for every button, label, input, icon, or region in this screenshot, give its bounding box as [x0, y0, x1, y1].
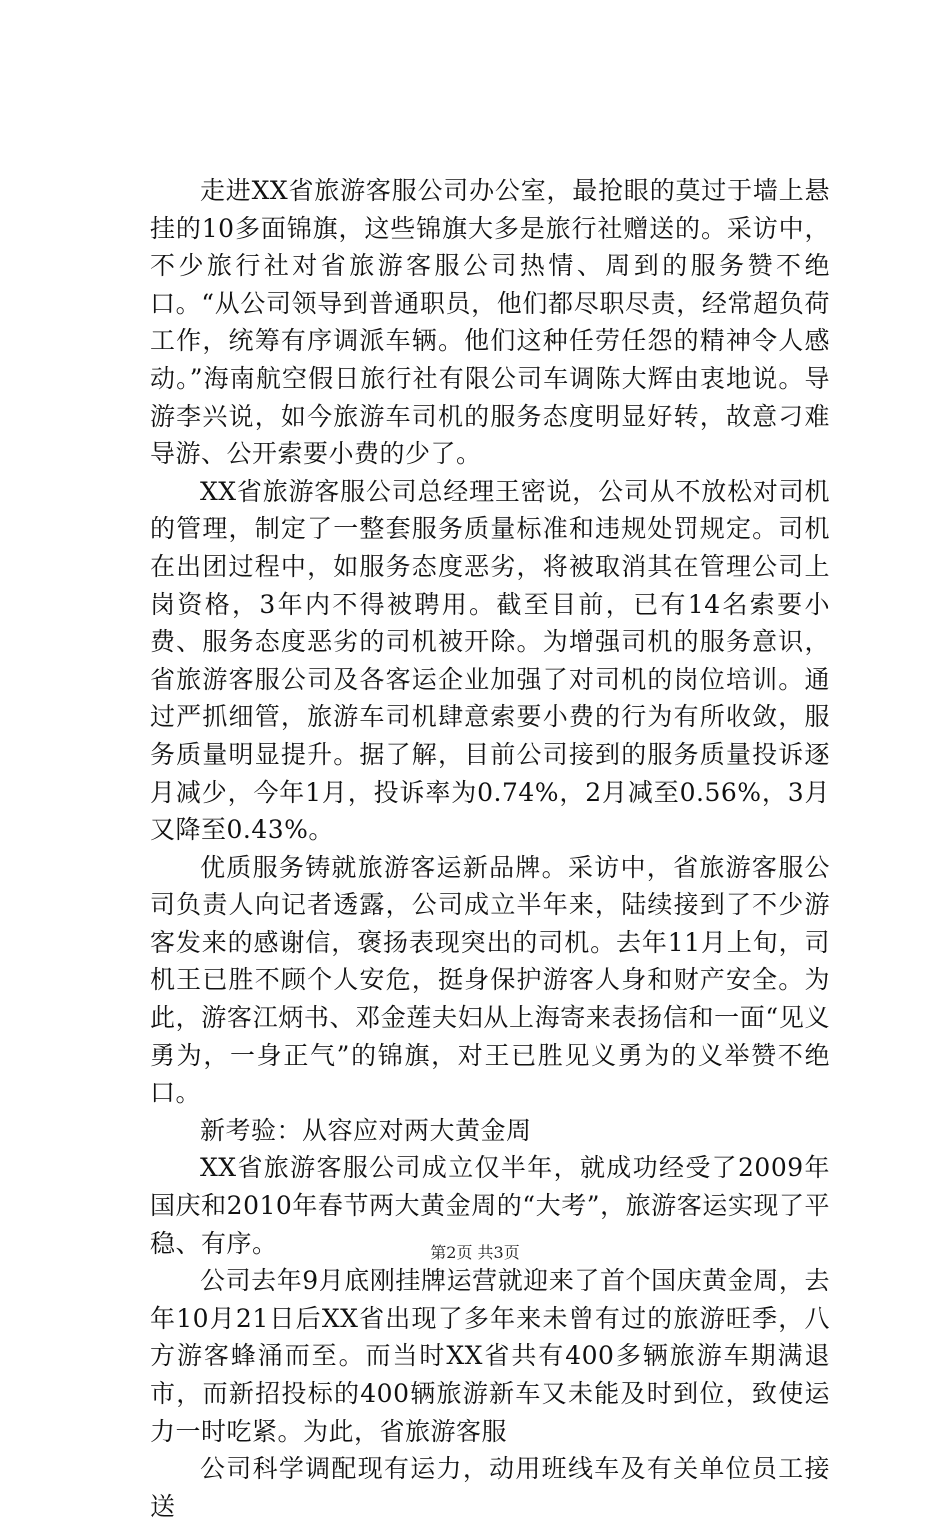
paragraph-2: XX省旅游客服公司总经理王密说，公司从不放松对司机的管理，制定了一整套服务质量标准和违规处罚规定。司机在出团过程中，如服务态度恶劣，将被取消其在管理公司上岗资格，3年内不得被聘用。截至目前，已有14名索要小费、服务态度恶劣的司机被开除。为增强司机的服务意识，省旅游客服公司及各客运企业加强了对司机的岗位培训。通过严抓细管，旅游车司机肆意索要小费的行为有所收敛，服务质量明显提升。据了解，目前公司接到的服务质量投诉逐月减少，今年1月，投诉率为0.74%，2月减至0.56%，3月又降至0.43%。: [150, 476, 830, 845]
section-heading: 新考验：从容应对两大黄金周: [200, 1115, 532, 1145]
paragraph-1: 走进XX省旅游客服公司办公室，最抢眼的莫过于墙上悬挂的10多面锦旗，这些锦旗大多是旅行社赠送的。采访中，不少旅行社对省旅游客服公司热情、周到的服务赞不绝口。“从公司领导到普通职员，他们都尽职尽责，经常超负荷工作，统筹有序调派车辆。他们这种任劳任怨的精神令人感动。”海南航空假日旅行社有限公司车调陈大辉由衷地说。导游李兴说，如今旅游车司机的服务态度明显好转，故意刁难导游、公开索要小费的少了。: [150, 176, 830, 469]
article-body: [150, 172, 830, 1525]
paragraph-6: 公司科学调配现有运力，动用班线车及有关单位员工接送: [150, 1454, 830, 1521]
paragraph-5: 公司去年9月底刚挂牌运营就迎来了首个国庆黄金周，去年10月21日后XX省出现了多年来未曾有过的旅游旺季，八方游客蜂涌而至。而当时XX省共有400多辆旅游车期满退市，而新招投标的400辆旅游新车又未能及时到位，致使运力一时吃紧。为此，省旅游客服: [150, 1266, 830, 1446]
paragraph-4: XX省旅游客服公司成立仅半年，就成功经受了2009年国庆和2010年春节两大黄金周的“大考”，旅游客运实现了平稳、有序。: [150, 1153, 830, 1258]
paragraph-3: 优质服务铸就旅游客运新品牌。采访中，省旅游客服公司负责人向记者透露，公司成立半年来，陆续接到了不少游客发来的感谢信，褒扬表现突出的司机。去年11月上旬，司机王已胜不顾个人安危，挺身保护游客人身和财产安全。为此，游客江炳书、邓金莲夫妇从上海寄来表扬信和一面“见义勇为，一身正气”的锦旗，对王已胜见义勇为的义举赞不绝口。: [150, 852, 830, 1108]
page-number-footer: 第2页 共3页: [430, 1243, 520, 1262]
